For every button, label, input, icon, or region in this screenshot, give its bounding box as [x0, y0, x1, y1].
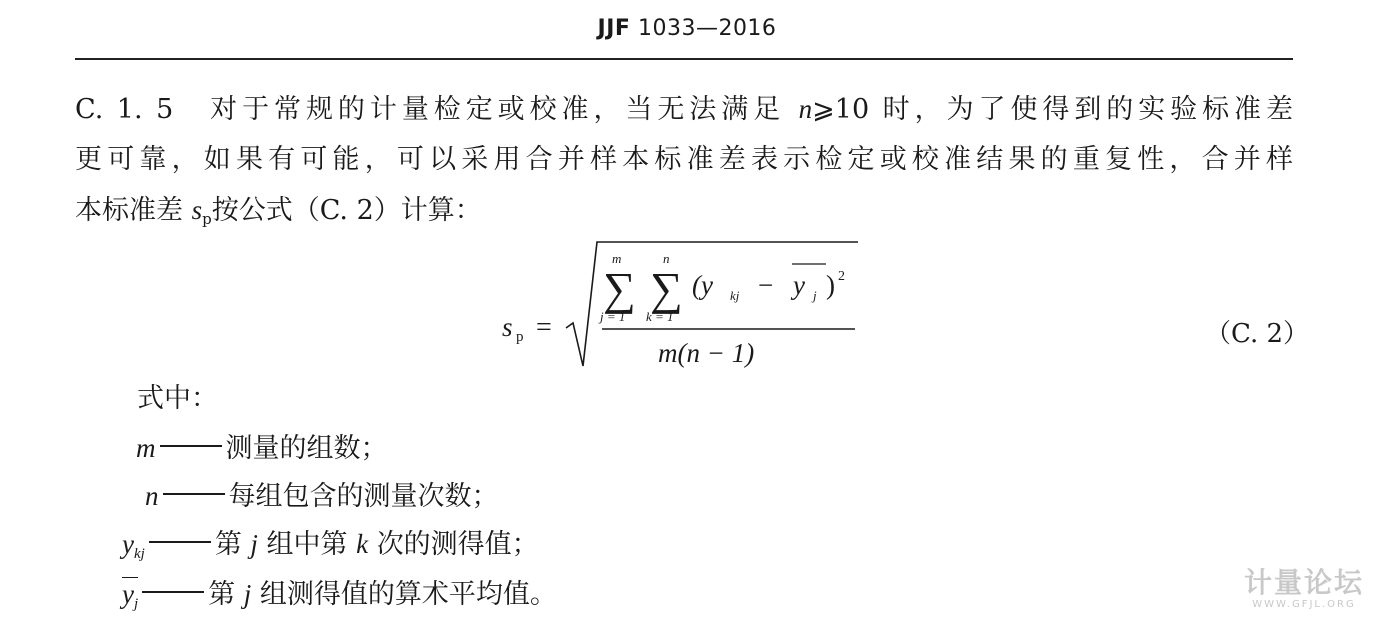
definition-ykj: $y_{kj}$ 第 j 组中第 k 次的测得值；: [122, 529, 539, 562]
sum2-upper: n: [663, 251, 670, 266]
term-sub: kj: [730, 288, 740, 303]
definitions-intro: 式中：: [137, 383, 218, 414]
sum1-upper: m: [612, 251, 622, 266]
term-close: ): [826, 270, 835, 300]
definition-m: m 测量的组数；: [136, 433, 388, 464]
clause-paragraph: [75, 84, 1293, 244]
formula-graphic: [0, 228, 1374, 378]
sum1-symbol: ∑: [603, 263, 636, 314]
formula-c2: [0, 228, 1374, 378]
power: 2: [838, 269, 845, 284]
document-header: [0, 16, 1374, 41]
equals-sign: =: [536, 312, 552, 343]
sum1-lower: j = 1: [600, 309, 626, 324]
var-n: n: [798, 94, 813, 124]
watermark-url: WWW.GFJL.ORG: [1252, 599, 1356, 610]
paragraph-line-2: 更可靠，如果有可能，可以采用合并样本标准差表示检定或校准结果的重复性，合并样: [75, 144, 1293, 175]
definition-n: n 每组包含的测量次数；: [145, 481, 499, 512]
paragraph-line-3: 本标准差 $s_p$按公式（C. 2）计算：: [75, 195, 482, 228]
mean-y: y: [793, 270, 805, 300]
term-open: (y: [692, 270, 713, 300]
sum2-lower: k = 1: [646, 309, 674, 324]
mean-symbol: $y_j$: [122, 579, 139, 612]
header-code: JJF: [597, 16, 631, 41]
definition-ybar: $y_j$ 第 j 组测得值的算术平均值。: [122, 579, 557, 612]
em-dash: [149, 541, 211, 543]
sum2-symbol: ∑: [650, 263, 683, 314]
em-dash: [163, 493, 225, 495]
var-s: s: [191, 195, 203, 225]
mean-sub: j: [813, 288, 817, 303]
lhs-s: s: [502, 312, 513, 342]
header-number: 1033—2016: [637, 16, 777, 41]
watermark-name: 计量论坛: [1243, 566, 1364, 599]
equation-number: （C. 2）: [1205, 319, 1310, 349]
paragraph-line-1: C. 1. 5 对于常规的计量检定或校准，当无法满足 n⩾10 时，为了使得到的实验标准差: [75, 94, 1293, 125]
em-dash: [142, 591, 204, 593]
lhs-sub: p: [516, 329, 524, 345]
denominator: m(n − 1): [658, 338, 755, 368]
forum-watermark: [1244, 561, 1364, 610]
header-rule: [75, 58, 1293, 60]
em-dash: [160, 445, 222, 447]
minus-sign: −: [758, 270, 774, 300]
